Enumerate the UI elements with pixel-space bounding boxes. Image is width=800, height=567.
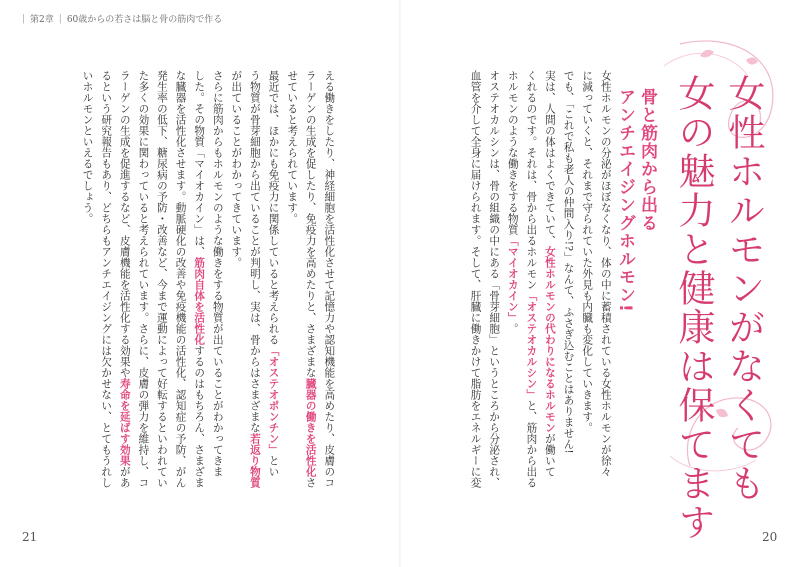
body-line (540, 70, 559, 488)
title-line: 女の魅力と健康は保てます (672, 74, 715, 542)
body-line (227, 70, 246, 488)
chapter-title (668, 74, 768, 542)
body-line (522, 70, 541, 488)
section-subtitle (614, 88, 658, 313)
body-text: 実は、人間の体はよくできていて、 (543, 70, 556, 246)
body-line (466, 70, 485, 488)
highlighted-term: 「オステオポンチン」 (267, 345, 280, 455)
page-gutter (399, 0, 401, 567)
title-line: 女性ホルモンがなくても (722, 74, 765, 503)
body-line (152, 70, 171, 488)
running-head (22, 12, 222, 25)
body-line (190, 70, 209, 488)
body-line (559, 70, 578, 488)
highlighted-term: 寿命を延ばす効果 (118, 378, 131, 466)
page-number-left: 21 (22, 530, 38, 544)
body-line (320, 70, 339, 488)
body-text: と、筋肉から出る (525, 400, 538, 488)
body-text: ラーゲンの生成を促進するなど、皮膚機能を活性化する効果や (118, 70, 131, 378)
subtitle-line: 骨と筋肉から出る (637, 88, 657, 232)
running-head-divider: | (22, 13, 26, 24)
body-line (171, 70, 190, 488)
running-head-chapter: 第2章 (30, 15, 54, 25)
body-text: するのはもちろん、さまざま (193, 345, 206, 488)
subtitle-line: アンチエイジングホルモン! (615, 88, 635, 313)
body-line (264, 70, 283, 488)
body-text: 。 (506, 323, 519, 334)
body-text: が出ていることがわかってきています。 (230, 70, 243, 268)
running-head-divider: | (58, 13, 62, 24)
body-line (97, 70, 116, 488)
body-text: があ (118, 466, 131, 488)
highlighted-term: 「オステオカルシン」 (525, 290, 538, 400)
highlighted-term: 「マイオカイン」 (506, 235, 519, 323)
body-text: せていると考えられています。 (286, 70, 299, 224)
body-line (283, 70, 302, 488)
body-line (78, 70, 97, 488)
page-number-right: 20 (762, 530, 778, 544)
left-page-body (78, 70, 338, 488)
body-text: るという研究報告もあり、どちらもアンチエイジングには欠かせない、とてもうれし (100, 70, 113, 488)
body-text: 最近では、ほかにも免疫力に関係していると考えられる (267, 70, 280, 345)
body-line (503, 70, 522, 488)
body-text: ラーゲンの生成を促したり、免疫力を高めたりと、さまざまな (304, 70, 317, 378)
body-text: した。その物質「マイオカイン」は、 (193, 70, 206, 257)
body-text: える働きをしたり、神経細胞を活性化させて記憶力や認知機能を高めたり、皮膚のコ (323, 70, 336, 488)
running-head-title: 60歳からの若さは脳と骨の筋肉で作る (66, 15, 223, 25)
body-text: 血管を介して全身に届けられます。そして、肝臓に働きかけて脂肪をエネルギーに変 (469, 70, 482, 488)
body-text: な臓器を活性化させます。動脈硬化の改善や免疫機能の活性化、認知症の予防、がん (174, 70, 187, 488)
body-text: さらに筋肉からもホルモンのような働きをする物質が出ていることがわかってきま (211, 70, 224, 477)
body-line (245, 70, 264, 488)
highlighted-term: 若返り物質 (248, 433, 261, 488)
body-text: くれるのです。それは、骨から出るホルモン (525, 70, 538, 290)
body-text: オステオカルシンは、骨の組織の中にある「骨芽細胞」というところから分泌され、 (488, 70, 501, 488)
body-text: 発生率の低下、糖尿病の予防・改善など、今まで運動によって好転するといわれてい (155, 70, 168, 488)
highlighted-term: 女性ホルモンの代わりになるホルモン (543, 246, 556, 433)
body-line (485, 70, 504, 488)
body-text: でも、「これで私も老人の仲間入り!?」なんて、ふさぎ込むことはありません! (562, 70, 575, 455)
body-text: ホルモンのような働きをする物質 (506, 70, 519, 235)
body-text: が働いて (543, 433, 556, 477)
body-text: う物質が骨芽細胞から出ていることが判明し、実は、骨からはさまざまな (248, 70, 261, 433)
body-text: とい (267, 455, 280, 477)
highlighted-term: 臓器の働きを活性化 (304, 378, 317, 477)
body-text: た多くの効果に関わっていると考えられています。さらに、皮膚の弾力を維持し、コ (137, 70, 150, 488)
body-line (208, 70, 227, 488)
body-line (301, 70, 320, 488)
body-text: に減っていくと、それまで守られていた外見も内臓も変化していきます。 (581, 70, 594, 433)
body-text: さ (304, 477, 317, 488)
body-line (134, 70, 153, 488)
body-text: 女性ホルモンの分泌がほぼなくなり、体の中に蓄積されている女性ホルモンが徐々 (599, 70, 612, 477)
body-line (115, 70, 134, 488)
highlighted-term: 筋肉自体を活性化 (193, 257, 206, 345)
body-line (596, 70, 615, 488)
body-line (578, 70, 597, 488)
right-page-body (466, 70, 615, 488)
body-text: いホルモンといえるでしょう。 (81, 70, 94, 224)
